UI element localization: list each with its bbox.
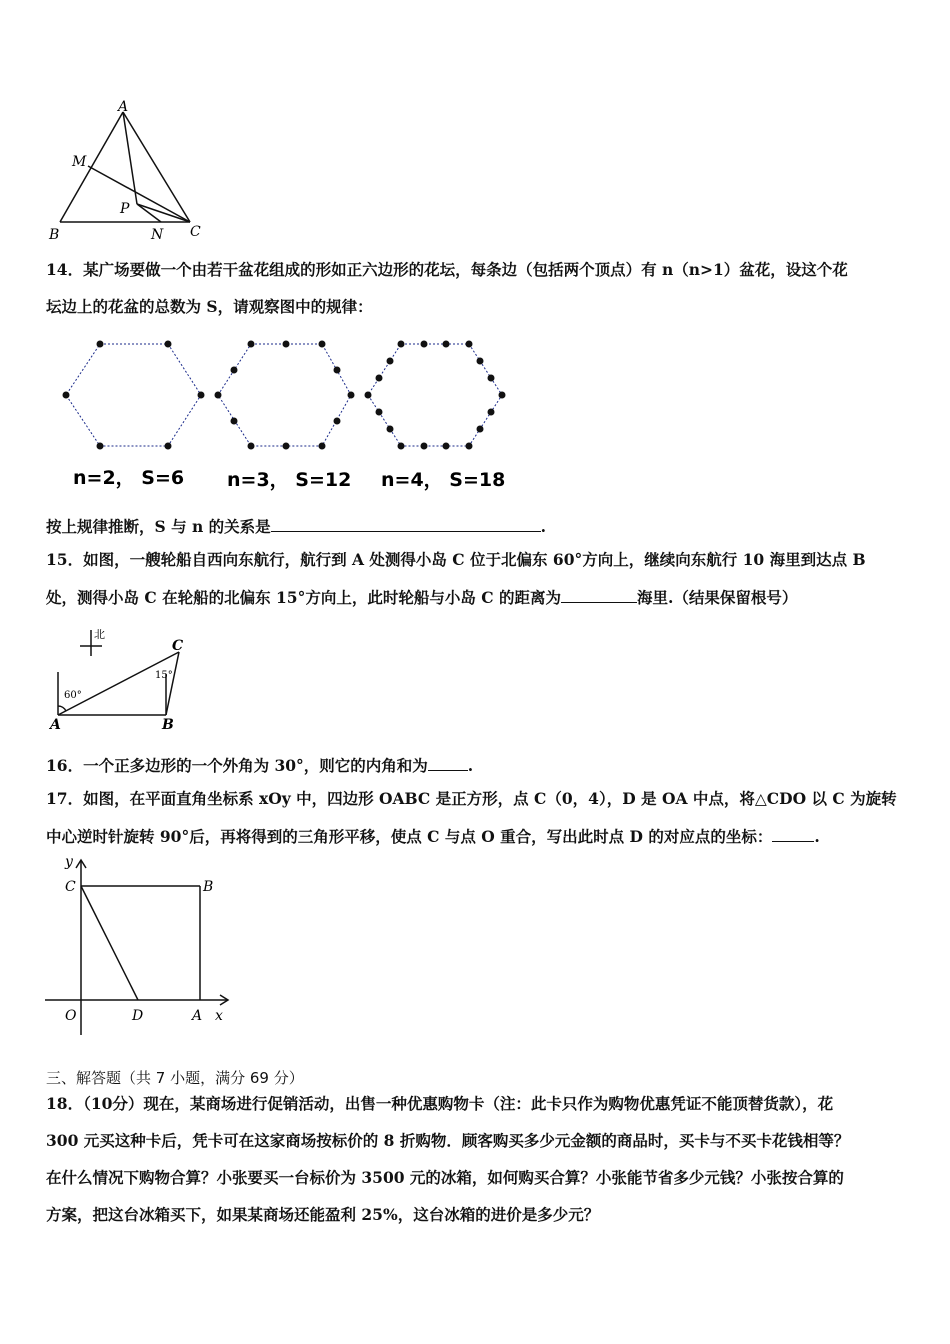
label-C: C bbox=[190, 224, 201, 240]
q16-end: . bbox=[467, 756, 474, 775]
q14-ask-end: . bbox=[540, 517, 547, 536]
axis-x-label: x bbox=[215, 1008, 223, 1024]
q18-line1: 18．（10分）现在，某商场进行促销活动，出售一种优惠购物卡（注：此卡只作为购物优惠凭证不能顶替货款），花 bbox=[46, 1094, 834, 1113]
q14-ask-text: 按上规律推断，S 与 n 的关系是 bbox=[46, 517, 271, 536]
label-A: A bbox=[118, 100, 129, 115]
q17-line1: 17．如图，在平面直角坐标系 xOy 中，四边形 OABC 是正方形，点 C（0，4），D 是 OA 中点，将△CDO 以 C 为旋转 bbox=[46, 789, 897, 808]
q18-line4: 方案，把这台冰箱买下，如果某商场还能盈利 25%，这台冰箱的进价是多少元？ bbox=[46, 1205, 600, 1224]
caption-n4: n=4， S=18 bbox=[381, 469, 506, 491]
axis-y-label: y bbox=[65, 854, 73, 870]
q15-answer-blank[interactable] bbox=[561, 586, 637, 603]
q16-text: 16．一个正多边形的一个外角为 30°，则它的内角和为 bbox=[46, 756, 428, 775]
north-label: 北 bbox=[94, 628, 105, 641]
q16 bbox=[46, 754, 473, 777]
label-M: M bbox=[72, 154, 87, 170]
q18-line2: 300 元买这种卡后，凭卡可在这家商场按标价的 8 折购物．顾客购买多少元金额的商品时，买卡与不买卡花钱相等？ bbox=[46, 1131, 850, 1150]
label-P: P bbox=[120, 201, 130, 217]
angle-B-label: 15° bbox=[155, 670, 173, 681]
label-C: C bbox=[65, 879, 76, 895]
ship-bearing-figure bbox=[44, 622, 204, 737]
q17-line2-text: 中心逆时针旋转 90°后，再将得到的三角形平移，使点 C 与点 O 重合，写出此时点 D 的对应点的坐标： bbox=[46, 827, 773, 846]
q17-answer-blank[interactable] bbox=[772, 825, 814, 842]
q14-answer-blank[interactable] bbox=[271, 515, 541, 532]
angle-A-label: 60° bbox=[64, 690, 82, 701]
label-B: B bbox=[49, 227, 60, 243]
coordinate-square-figure bbox=[40, 850, 240, 1045]
q15-line2-text: 处，测得小岛 C 在轮船的北偏东 15°方向上，此时轮船与小岛 C 的距离为 bbox=[46, 588, 561, 607]
q18-line3: 在什么情况下购物合算？小张要买一台标价为 3500 元的冰箱，如何购买合算？小张能节省多少元钱？小张按合算的 bbox=[46, 1168, 844, 1187]
q15-line2 bbox=[46, 586, 797, 609]
q14-line1: 14．某广场要做一个由若干盆花组成的形如正六边形的花坛，每条边（包括两个顶点）有 n（n>1）盆花，设这个花 bbox=[46, 260, 848, 279]
q16-answer-blank[interactable] bbox=[428, 754, 468, 771]
label-D: D bbox=[132, 1008, 144, 1024]
label-N: N bbox=[151, 227, 164, 243]
q14-line2: 坛边上的花盆的总数为 S，请观察图中的规律： bbox=[46, 297, 373, 316]
caption-n3: n=3， S=12 bbox=[227, 469, 352, 491]
q17-line2 bbox=[46, 825, 820, 848]
q17-line2-end: . bbox=[814, 827, 820, 846]
label-O: O bbox=[65, 1008, 77, 1024]
label-B: B bbox=[162, 717, 174, 733]
q15-line2-end: 海里.（结果保留根号） bbox=[636, 588, 798, 607]
label-A: A bbox=[50, 717, 61, 733]
q15-line1: 15．如图，一艘轮船自西向东航行，航行到 A 处测得小岛 C 位于北偏东 60°方向上，继续向东航行 10 海里到达点 B bbox=[46, 550, 866, 569]
section-heading: 三、解答题（共 7 小题，满分 69 分） bbox=[46, 1069, 304, 1087]
q14-ask bbox=[46, 515, 546, 538]
label-A: A bbox=[192, 1008, 203, 1024]
triangle-figure bbox=[44, 100, 214, 245]
caption-n2: n=2， S=6 bbox=[73, 467, 185, 489]
label-B: B bbox=[203, 879, 214, 895]
label-C: C bbox=[172, 638, 184, 654]
hexagon-pattern-figure bbox=[55, 333, 525, 498]
